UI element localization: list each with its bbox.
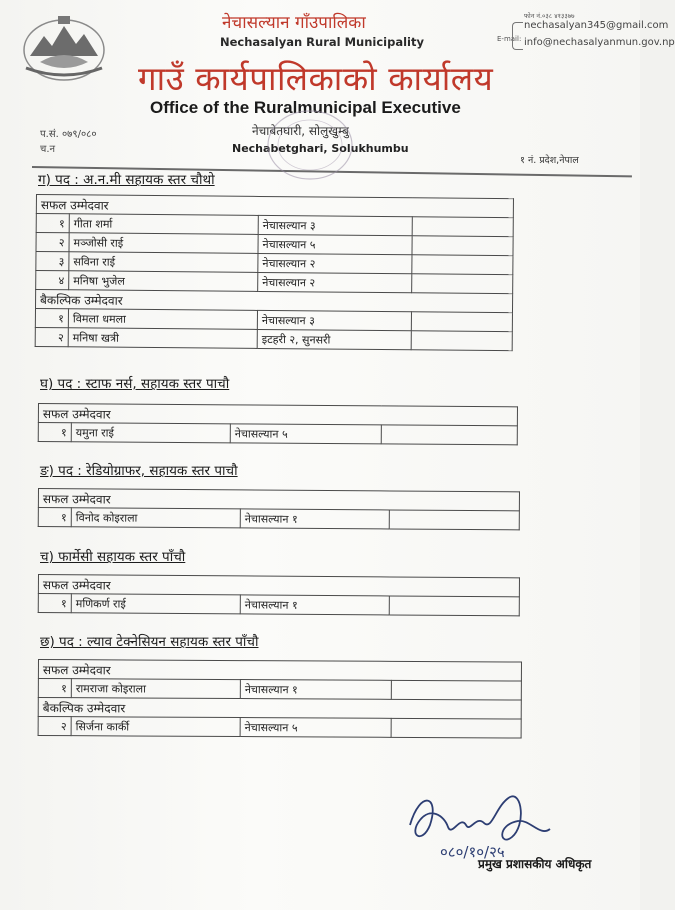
remarks-cell [412, 255, 513, 275]
section-heading-anm: ग) पद : अ.न.मी सहायक स्तर चौथो [38, 172, 215, 188]
signatory-title: प्रमुख प्रशासकीय अधिकृत [478, 857, 592, 871]
section-heading-pharmacy: च) फार्मेसी सहायक स्तर पाँचौ [40, 549, 186, 565]
remarks-cell [391, 680, 521, 700]
signature-date: ०८०/१०/२५ [440, 843, 505, 861]
serial-number: १ [38, 594, 71, 613]
province-label: १ नं. प्रदेश,नेपाल [520, 155, 579, 166]
remarks-cell [412, 217, 513, 237]
municipality-name-nepali: नेचासल्यान गाँउपालिका [222, 13, 366, 33]
email-address-2: info@nechasalyanmun.gov.np [524, 37, 675, 48]
alternate-candidates-label: बैकल्पिक उम्मेदवार [36, 290, 513, 313]
candidate-name: विनोद कोइराला [71, 508, 240, 528]
table-row [35, 327, 512, 350]
address-nepali: नेचाबेतघारी, सोलुखुम्बु [252, 124, 349, 138]
table-row [38, 594, 519, 616]
candidate-address: नेचासल्यान २ [258, 272, 412, 292]
serial-number: १ [35, 309, 68, 328]
candidate-name: रामराजा कोइराला [71, 679, 240, 699]
candidate-name: मञ्जोसी राई [69, 233, 258, 254]
staff-nurse-table [38, 403, 518, 445]
serial-number: २ [38, 717, 71, 736]
table-row [38, 717, 521, 739]
candidate-name: मणिकर्ण राई [71, 594, 240, 614]
radiographer-table [38, 488, 520, 530]
address-english: Nechabetghari, Solukhumbu [232, 142, 409, 155]
candidate-name: गीता शर्मा [69, 214, 258, 235]
section-heading-lab-technician: छ) पद : ल्याव टेक्नेसियन सहायक स्तर पाँचौ [40, 634, 259, 650]
remarks-cell [411, 312, 512, 332]
lab-technician-table [38, 659, 522, 739]
municipality-emblem-logo [18, 12, 110, 84]
candidate-address: नेचासल्यान ५ [240, 718, 391, 738]
email-address-1: nechasalyan345@gmail.com [524, 20, 669, 31]
dispatch-number: च.न [40, 144, 56, 155]
remarks-cell [389, 510, 519, 530]
candidate-address: नेचासल्यान २ [258, 253, 412, 273]
candidate-address: नेचासल्यान ५ [230, 424, 381, 444]
remarks-cell [391, 718, 521, 738]
table-row [38, 679, 521, 701]
serial-number: २ [35, 327, 68, 346]
candidate-address: नेचासल्यान १ [240, 509, 389, 529]
candidate-address: नेचासल्यान ५ [258, 234, 412, 254]
anm-candidates-table [35, 194, 514, 351]
serial-number: १ [38, 423, 71, 442]
candidate-address: नेचासल्यान ३ [258, 215, 412, 235]
remarks-cell [411, 331, 512, 351]
table-row [38, 508, 519, 530]
remarks-cell [381, 425, 517, 445]
section-heading-radiographer: ङ) पद : रेडियोग्राफर, सहायक स्तर पाचौ [40, 463, 238, 479]
remarks-cell [412, 274, 513, 294]
serial-number: १ [38, 508, 71, 527]
candidate-address: नेचासल्यान ३ [257, 310, 411, 330]
pharmacy-assistant-table [38, 574, 520, 616]
successful-candidates-label: सफल उम्मेदवार [38, 489, 519, 511]
section-heading-staff-nurse: घ) पद : स्टाफ नर्स, सहायक स्तर पाचौ [40, 376, 230, 392]
serial-number: १ [38, 679, 71, 698]
alternate-candidates-label: बैकल्पिक उम्मेदवार [38, 698, 521, 720]
email-brace [512, 22, 523, 50]
municipality-name-english: Nechasalyan Rural Municipality [220, 35, 424, 49]
serial-number: २ [36, 233, 69, 252]
successful-candidates-label: सफल उम्मेदवार [36, 195, 513, 218]
candidate-address: नेचासल्यान १ [240, 680, 391, 700]
candidate-name: यमुना राई [71, 423, 230, 443]
group-header-row [38, 660, 521, 682]
candidate-name: मनिषा भुजेल [69, 271, 258, 292]
successful-candidates-label: सफल उम्मेदवार [38, 404, 517, 426]
remarks-cell [389, 596, 519, 616]
candidate-address: नेचासल्यान १ [240, 595, 389, 615]
office-title-english: Office of the Ruralmunicipal Executive [150, 98, 461, 117]
candidate-name: सिर्जना कार्की [71, 717, 240, 737]
serial-number: ४ [36, 271, 69, 290]
successful-candidates-label: सफल उम्मेदवार [38, 660, 521, 682]
successful-candidates-label: सफल उम्मेदवार [38, 575, 519, 597]
serial-number: १ [36, 214, 69, 233]
group-header-row [38, 698, 521, 720]
phone-number: फोन नं.०३८ ४१३३७७ [524, 12, 575, 20]
handwritten-signature [400, 785, 600, 865]
candidate-name: सविना राई [69, 252, 258, 273]
serial-number: ३ [36, 252, 69, 271]
official-stamp [255, 100, 365, 190]
candidate-address: इटहरी २, सुनसरी [257, 329, 411, 349]
candidate-name: मनिषा खत्री [68, 328, 257, 349]
remarks-cell [412, 236, 513, 256]
candidate-name: विमला धमला [68, 309, 257, 330]
reference-number: प.सं. ०७९/०८० [40, 129, 97, 140]
email-label: E-mail: [497, 35, 522, 43]
office-title-nepali: गाउँ कार्यपालिकाको कार्यालय [138, 59, 494, 98]
table-row [38, 423, 517, 445]
